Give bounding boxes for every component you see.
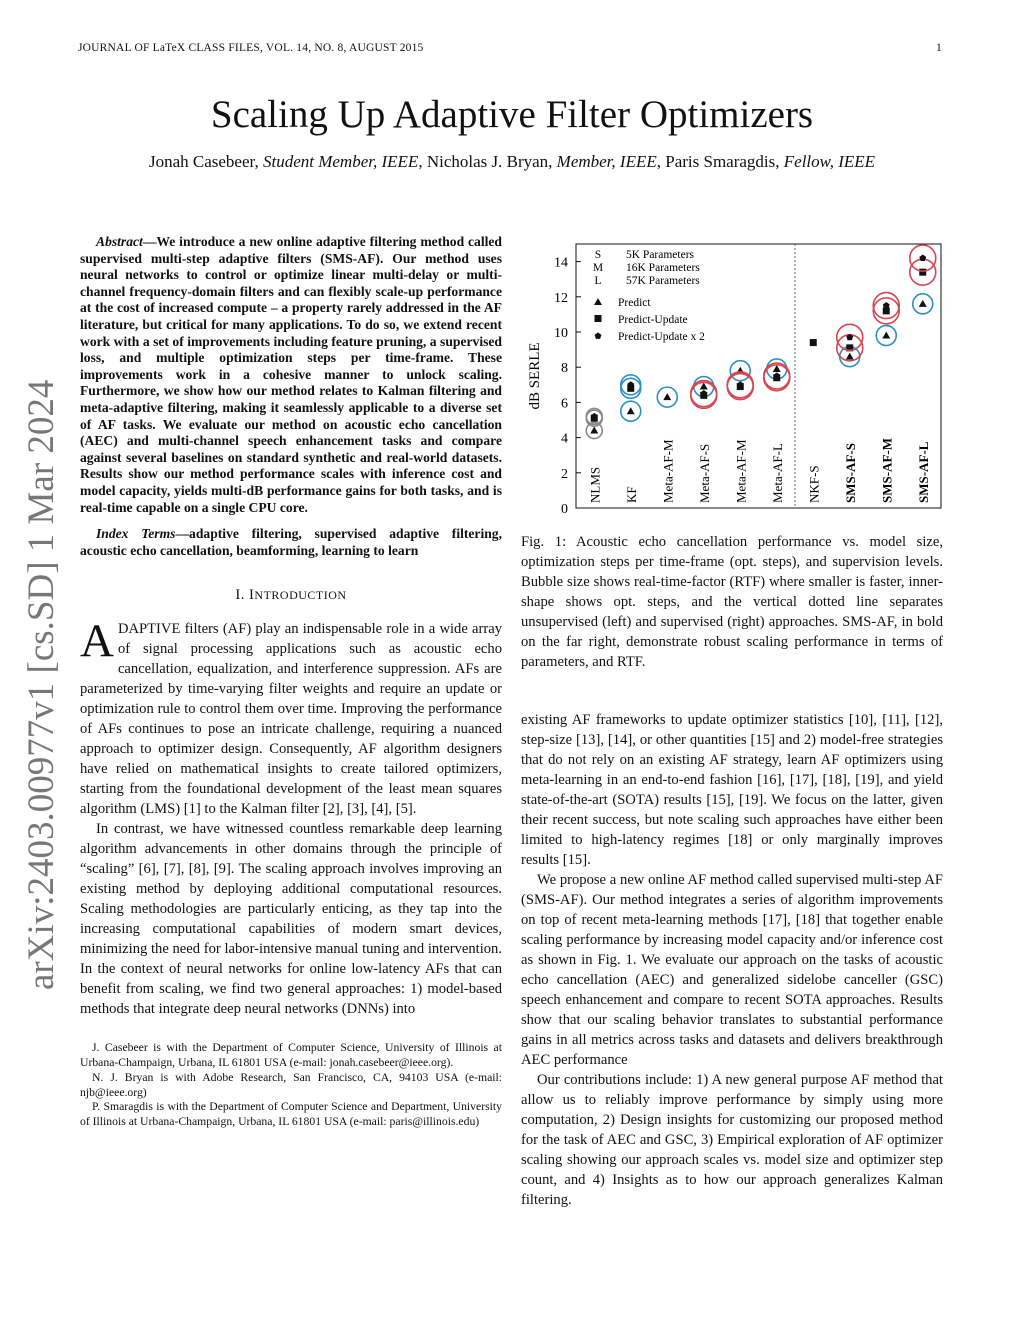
legend-marker-label: Predict-Update x 2 (618, 331, 705, 343)
page-number: 1 (936, 42, 942, 54)
predict-update-marker (919, 269, 926, 276)
paper-title: Scaling Up Adaptive Filter Optimizers (210, 93, 814, 136)
predict-update-marker (810, 339, 817, 346)
index-terms (80, 526, 502, 559)
legend-size-key: M (592, 262, 604, 274)
legend-marker-label: Predict (618, 297, 651, 309)
abstract-lead: Abstract (96, 234, 143, 249)
legend-pentagon-icon (595, 332, 602, 339)
right-paragraph-2: We propose a new online AF method called supervised multi-step AF (SMS-AF). Our method integrates a series of algorithm improvements on top of recent meta-learning methods [17], [18] that together enable scaling performance by increasing model capacity and/or inference cost as shown in Fig. 1. We evaluate our approach on the tasks of acoustic echo cancellation (AEC) and generalized sidelobe canceller (GSC) speech enhancement and compare to recent SOTA approaches. Results show that our scaling behavior translates to substantial performance gains in all metrics across tasks and datasets and delivers breakthrough AEC performance (521, 872, 943, 1068)
predict-update-x2-marker (700, 390, 707, 397)
category-label: SMS-AF-M (879, 438, 895, 503)
intro-paragraph-2: In contrast, we have witnessed countless remarkable deep learning algorithm advancements in other domains through the principle of “scaling” [6], [7], [8], [9]. The scaling approach involves improving an existing method by deploying additional computational resources. Scaling methodologies are particularly enticing, as they tap into the increasing computational capabilities of modern smart devices, minimizing the need for labor-intensive manual tuning and intervention. In the context of neural networks for online low-latency AFs that can benefit from scaling, we find two general approaches: 1) model-based methods that integrate deep neural networks (DNNs) into (80, 821, 502, 1018)
predict-update-x2-marker (627, 381, 634, 388)
right-column (521, 710, 943, 1210)
legend-marker-label: Predict-Update (618, 314, 688, 326)
category-label: Meta-AF-S (696, 443, 712, 503)
figure-1-chart (521, 236, 946, 526)
y-tick-label: 2 (561, 466, 568, 482)
category-label: Meta-AF-M (660, 439, 676, 503)
legend-size-label: 5K Parameters (626, 249, 695, 261)
author-3-role: Fellow, IEEE (783, 152, 876, 171)
chart-axes (527, 244, 941, 517)
left-column (80, 234, 502, 1130)
legend-square-icon (595, 315, 602, 322)
predict-marker (882, 332, 890, 339)
running-header: JOURNAL OF LaTeX CLASS FILES, VOL. 14, NO. 8, AUGUST 2015 (78, 42, 424, 54)
author-3-name: , Paris Smaragdis, (656, 152, 784, 171)
y-tick-label: 12 (554, 290, 568, 306)
right-paragraph-1: existing AF frameworks to update optimizer statistics [10], [11], [12], step-size [13], [14], or other quantities [15] and 2) model-free strategies that do not rely on an existing AF strategy, learn AF optimizers using meta-learning in an end-to-end fashion [16], [17], [18], [19], and yield state-of-the-art (SOTA) results [15], [19]. We focus on the latter, given their recent success, but note scaling such approaches have either been limited to high-latency regimes [18] or only marginally improves results [15]. (521, 712, 943, 868)
predict-update-x2-marker (883, 302, 890, 309)
legend-size-label: 16K Parameters (626, 262, 700, 274)
category-label: Meta-AF-M (733, 439, 749, 503)
abstract (80, 234, 502, 516)
intro-paragraph-1 (80, 615, 502, 819)
y-axis-label: dB SERLE (527, 342, 543, 410)
legend-size-key: S (594, 249, 602, 261)
predict-marker (663, 393, 671, 400)
category-label: SMS-AF-L (915, 441, 931, 503)
section-heading (80, 585, 502, 605)
category-label: NLMS (587, 466, 603, 503)
predict-marker (846, 353, 854, 360)
predict-marker (700, 383, 708, 390)
author-1-role: Student Member, IEEE (262, 152, 419, 171)
chart-legend (593, 249, 705, 343)
predict-marker (590, 427, 598, 434)
y-tick-label: 0 (561, 502, 568, 517)
predict-marker (919, 300, 927, 307)
section-numeral: I. I (235, 587, 255, 604)
legend-size-label: 57K Parameters (626, 275, 700, 287)
y-tick-label: 8 (561, 361, 568, 377)
footnote-3: P. Smaragdis is with the Department of Computer Science and Department, University of Illinois at Urbana-Champaign, Urbana, IL 61801 USA (e-mail: paris@illinois.edu) (80, 1100, 502, 1129)
author-2-role: Member, IEEE (556, 152, 657, 171)
author-list (0, 152, 1024, 172)
y-tick-label: 10 (554, 326, 568, 341)
category-label: KF (623, 486, 639, 503)
index-terms-text: —adaptive filtering, supervised adaptive filtering, acoustic echo cancellation, beamforming, learning to learn (80, 526, 502, 558)
predict-update-x2-marker (919, 255, 926, 262)
author-1-name: Jonah Casebeer, (148, 152, 263, 171)
legend-size-key: L (594, 275, 602, 287)
predict-update-x2-marker (737, 381, 744, 388)
category-label: NKF-S (806, 465, 822, 503)
author-2-name: , Nicholas J. Bryan, (418, 152, 557, 171)
figure-caption: Fig. 1: Acoustic echo cancellation performance vs. model size, optimization steps per time-frame (opt. steps), and supervision levels. Bubble size shows real-time-factor (RTF) where smaller is faster, inner-shape shows opt. steps, and the vertical dotted line separates unsupervised (left) and supervised (right) approaches. SMS-AF, in bold on the far right, demonstrate robust scaling performance in terms of parameters, and RTF. (521, 534, 943, 670)
right-paragraph-3: Our contributions include: 1) A new general purpose AF method that allow us to reliably improve performance by simply using more computation, 2) Design insights for customizing our proposed method for the task of AEC and GSC, 3) Empirical exploration of AF optimizer scaling showing our approach scales vs. model size and optimizer step count, and 4) Insights as to how our approach generalizes Kalman filtering. (521, 1072, 943, 1208)
footnotes (80, 1041, 502, 1130)
footnote-1: J. Casebeer is with the Department of Computer Science, University of Illinois at Urbana-Champaign, Urbana, IL 61801 USA (e-mail: jonah.casebeer@ieee.org). (80, 1041, 502, 1070)
predict-marker (773, 365, 781, 372)
y-tick-label: 6 (561, 396, 568, 412)
category-label: Meta-AF-L (769, 443, 785, 503)
category-label: SMS-AF-S (842, 443, 858, 503)
intro-p1-text: DAPTIVE filters (AF) play an indispensable role in a wide array of signal processing applications such as acoustic echo cancellation, equalization, and interference suppression. AFs are parameterized by time-varying filter weights and require an update or optimization rule to control them over time. Improving the performance of AFs continues to pose an intricate challenge, requiring a nuanced approach to optimizer design. Consequently, AF algorithm designers have relied on mathematical insights to create tailored optimizers, starting from the foundational development of the least mean squares algorithm (LMS) [1] to the Kalman filter [2], [3], [4], [5]. (80, 621, 502, 818)
predict-marker (627, 407, 635, 414)
predict-update-x2-marker (591, 413, 598, 420)
section-title: NTRODUCTION (254, 588, 347, 603)
footnote-2: N. J. Bryan is with Adobe Research, San Francisco, CA, 94103 USA (e-mail: njb@ieee.org) (80, 1070, 502, 1099)
legend-triangle-icon (594, 298, 602, 305)
index-terms-lead: Index Terms (96, 526, 176, 542)
drop-cap: A (80, 615, 114, 668)
y-tick-label: 14 (554, 255, 568, 271)
abstract-text: —We introduce a new online adaptive filtering method called supervised multi-step adaptive filters (SMS-AF). Our method uses neural networks to control or optimize linear multi-delay or multi-channel frequency-domain filters and can flexibly scale-up performance at the cost of increased compute – a property rarely addressed in the AF literature, but critical for many applications. To do so, we extend recent work with a set of improvements including feature pruning, a supervised loss, and multiple optimization steps per time-frame. These improvements work in a cohesive manner to unlock scaling. Furthermore, we show how our method relates to Kalman filtering and meta-adaptive filtering, making it seamlessly applicable to a diverse set of AF tasks. We evaluate our method on acoustic echo cancellation (AEC) and multi-channel speech enhancement tasks and compare against several baselines on standard synthetic and real-world datasets. Results show our method performance scales with inference cost and model capacity, yields multi-dB performance gains for both tasks, and is real-time capable on a single CPU core. (80, 234, 502, 515)
arxiv-stamp: arXiv:2403.00977v1 [cs.SD] 1 Mar 2024 (21, 379, 62, 990)
y-tick-label: 4 (561, 431, 568, 447)
predict-update-x2-marker (773, 372, 780, 379)
